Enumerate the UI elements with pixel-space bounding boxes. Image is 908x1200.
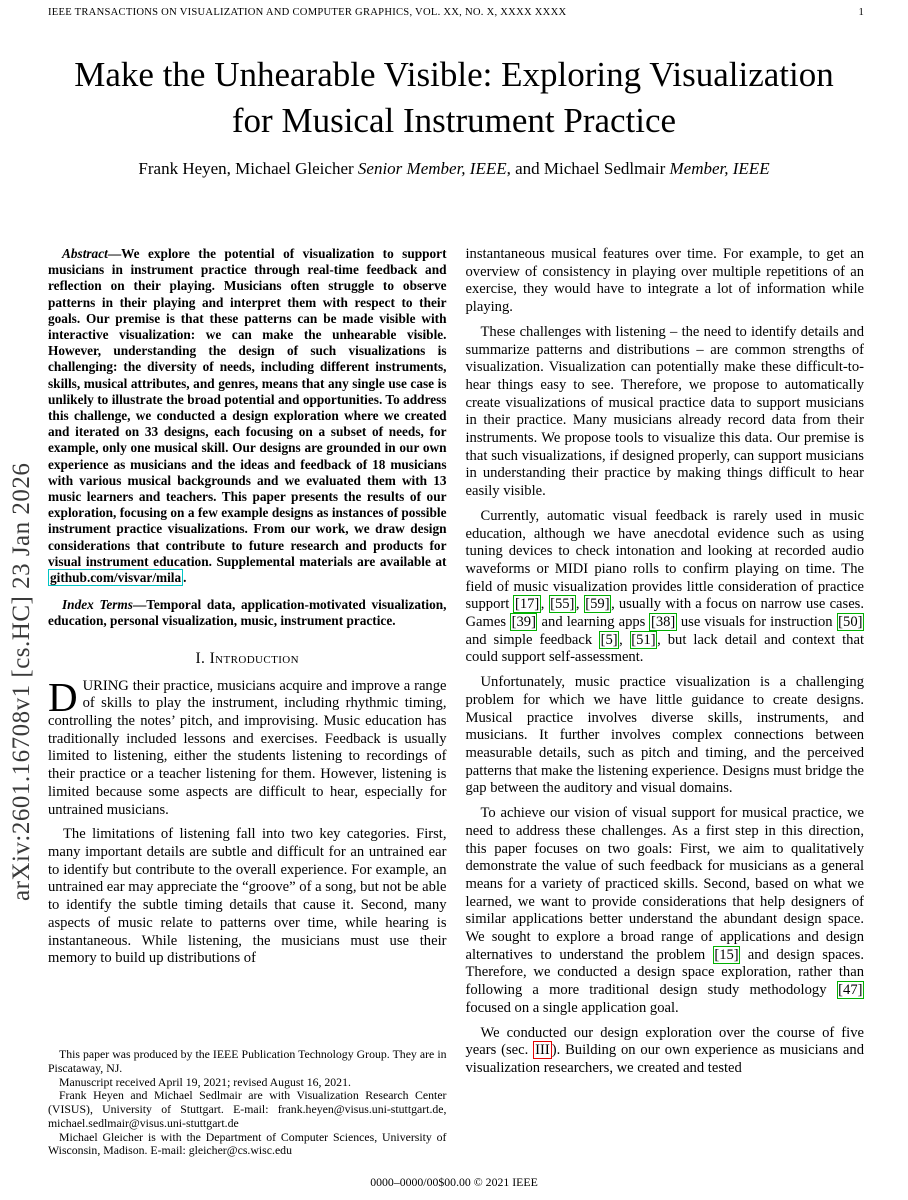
citation-link[interactable]: [59] (585, 596, 610, 613)
footnote: Frank Heyen and Michael Sedlmair are with Visualization Research Center (VISUS), University of Stuttgart. E-mail: frank.heyen@visus.uni-stuttgart.de, michael.sedlmair@visus.uni-stuttgart.de (48, 1088, 447, 1130)
citation-link[interactable]: [39] (511, 614, 536, 631)
paragraph: DURING their practice, musicians acquire and improve a range of skills to play the instrument, including rhythmic timing, controlling the notes’ pitch, and improvising. Music education has traditionally included lessons and exercises. Feedback is usually limited to listening, either the students listening to recordings of their practice or a teacher listening for them. However, listening is limited because some aspects are difficult to hear, especially for untrained musicians. (48, 673, 447, 818)
index-terms: Index Terms—Temporal data, application-motivated visualization, education, personal visualization, music, instrument practice. (48, 597, 447, 629)
section-reference-link[interactable]: III (535, 1042, 550, 1059)
paper-title: Make the Unhearable Visible: Exploring Visualization for Musical Instrument Practice (74, 55, 834, 140)
author-membership: Member, IEEE (669, 159, 770, 178)
running-header (48, 7, 864, 18)
citation-link[interactable]: [15] (714, 946, 739, 963)
citation-link[interactable]: [50] (838, 614, 863, 631)
author-names: Frank Heyen, Michael Gleicher (138, 159, 358, 178)
drop-cap: D (48, 673, 78, 720)
citation-link[interactable]: [55] (550, 596, 575, 613)
right-column (466, 246, 865, 1158)
introduction-paragraphs (48, 673, 447, 975)
journal-header: IEEE TRANSACTIONS ON VISUALIZATION AND COMPUTER GRAPHICS, VOL. XX, NO. X, XXXX XXXX (48, 7, 567, 18)
index-terms-label: Index Terms (62, 597, 133, 613)
paragraph: instantaneous musical features over time. For example, to get an overview of consistency in playing over multiple repetitions of an exercise, they would have to integrate a lot of information while playing. (465, 246, 864, 316)
paragraph: These challenges with listening – the need to identify details and summarize patterns and distributions – are common strengths of visualization. Visualization can potentially make these difficult-to-hear things easy to see. Therefore, we propose to automatically create visualizations of musical practice data to support musicians in their practice. Many musicians already record data from their instruments. We propose tools to visualize this data. Our premise is that such visualizations, if designed properly, can support musicians in understanding their practice by making things difficult to hear easily visible. (465, 323, 864, 500)
footnote: Michael Gleicher is with the Department of Computer Sciences, University of Wisconsin, Madison. E-mail: gleicher@cs.wisc.edu (48, 1129, 447, 1158)
paragraph: Unfortunately, music practice visualization is a challenging problem for which we have little guidance to create designs. Musical practice involves diverse skills, instruments, and musicians. It further involves complex connections between measurable details, such as pitch and timing, and the perceived patterns that make the listening experience. Designs must bridge the gap between the auditory and visual domains. (465, 674, 864, 797)
left-column (48, 246, 447, 1158)
abstract-label: Abstract (62, 246, 108, 261)
first-page-footnotes (48, 1040, 447, 1158)
arxiv-stamp: arXiv:2601.16708v1 [cs.HC] 23 Jan 2026 (8, 462, 35, 901)
author-membership: Senior Member, IEEE (357, 159, 507, 178)
footnote: This paper was produced by the IEEE Publication Technology Group. They are in Piscataway, NJ. (48, 1047, 447, 1076)
paragraph: The limitations of listening fall into two key categories. First, many important details are subtle and difficult for an untrained ear to identify but contribute to the overall experience. For example, an untrained ear may appreciate the “groove” of a song, but not be able to identify the subtle timing details that cause it. Second, many aspects of music relate to patterns over time, while hearing is instantaneous. While listening, the musicians must use their memory to build up distributions of (48, 826, 447, 967)
copyright-footer: 0000–0000/00$00.00 © 2021 IEEE (370, 1175, 538, 1189)
citation-link[interactable]: [51] (631, 631, 656, 648)
citation-link[interactable]: [5] (600, 631, 618, 648)
author-line (0, 159, 908, 179)
citation-link[interactable]: [38] (650, 614, 676, 631)
citation-link[interactable]: [17] (514, 596, 540, 613)
page-number: 1 (858, 7, 864, 18)
supplemental-materials-link[interactable]: github.com/visvar/mila (50, 570, 182, 586)
paragraph: To achieve our vision of visual support for musical practice, we need to address these challenges. As a first step in this direction, this paper focuses on two goals: First, we aim to qualitatively demonstrate the value of such feedback for musicians as a general means for a variety of practiced skills. Second, based on what we learned, we want to provide considerations that help designers of similar applications better understand the abundant design space. We sought to explore a broad range of applications and design alternatives to understand the problem [15] and design spaces. Therefore, we conducted a design space exploration, rather than following a more traditional design study methodology [47] focused on a single application goal. (465, 805, 864, 1016)
citation-link[interactable]: [47] (838, 982, 863, 999)
section-heading-introduction: I. Introduction (195, 649, 299, 667)
footnote: Manuscript received April 19, 2021; revised August 16, 2021. (59, 1074, 351, 1089)
author-names: , and Michael Sedlmair (506, 159, 670, 178)
paragraph: Currently, automatic visual feedback is rarely used in music education, although we have anecdotal evidence such as using tuning devices to check intonation and looking at recorded audio waveforms or MIDI piano rolls to confirm playing on time. The field of music visualization provides little consideration of practice support [17] , [55] , [59] , usually with a focus on narrow use cases. Games [39] and learning apps [38] use visuals for instruction [50] and simple feedback [5] , [51] , but lack detail and context that could support self-assessment. (465, 507, 865, 666)
body-columns (48, 246, 864, 1158)
paragraph: We conducted our design exploration over the course of five years (sec. III ). Building on our own experience as musicians and visualization researchers, we created and tested (465, 1024, 865, 1076)
abstract: Abstract—We explore the potential of visualization to support musicians in instrument practice through real-time feedback and reflection on their playing. Musicians often struggle to observe patterns in their playing and interpret them with respect to their goals. Our premise is that these patterns can be made visible with interactive visualization: we can make the unhearable visible. However, understanding the design of such visualizations is challenging: the diversity of needs, including different instruments, skills, musical attributes, and genres, means that any single use case is unlikely to illustrate the broad potential and opportunities. To address this challenge, we conducted a design exploration where we created and iterated on 33 designs, each focusing on a subset of needs, for example, only one musical skill. Our designs are grounded in our own experience as musicians and the ideas and feedback of 18 musicians with various musical backgrounds and we evaluated them with 13 music learners and teachers. This paper presents the results of our exploration, focusing on a few example designs as instances of possible instrument practice visualizations. From our work, we draw design considerations that contribute to future research and products for visual instrument education. Supplemental materials are available at github.com/visvar/mila . (48, 246, 447, 586)
